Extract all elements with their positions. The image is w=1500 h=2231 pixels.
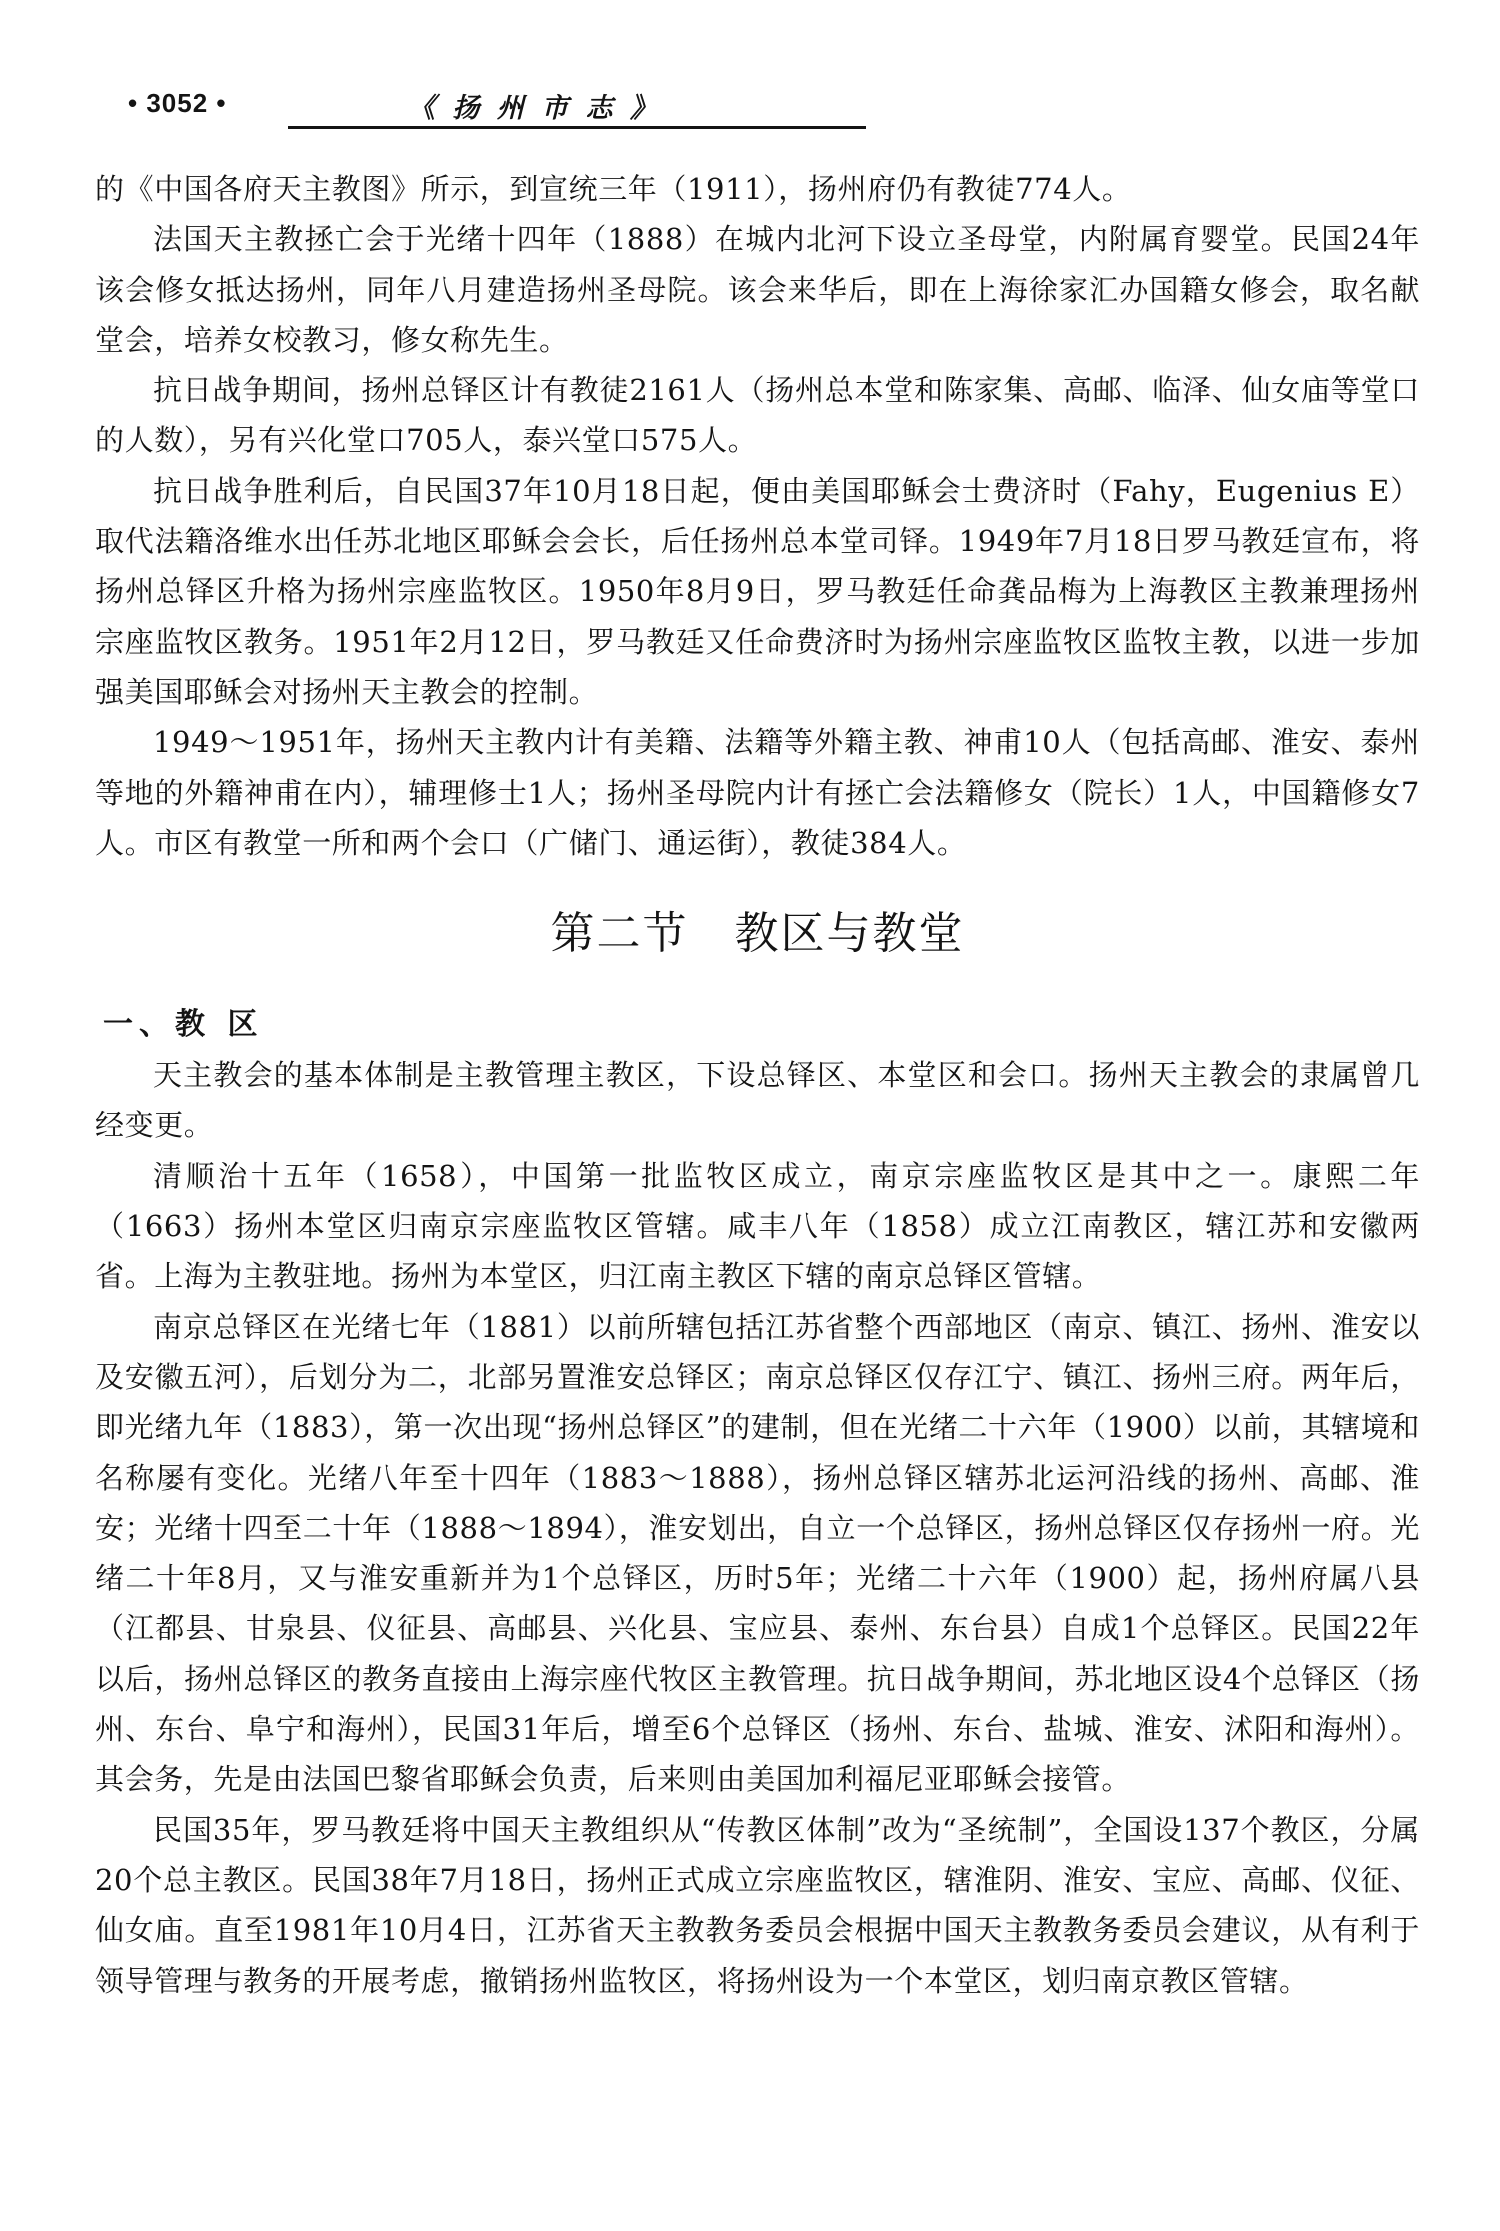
book-title: 《 扬 州 市 志 》: [408, 93, 661, 124]
section-title: 第二节 教区与教堂: [550, 908, 965, 960]
paragraph: 民国35年，罗马教廷将中国天主教组织从“传教区体制”改为“圣统制”，全国设137个教区，分属20个总主教区。民国38年7月18日，扬州正式成立宗座监牧区，辖淮阴、淮安、宝应、高邮、仪征、仙女庙。直至1981年10月4日，江苏省天主教教务委员会根据中国天主教教务委员会建议，从有利于领导管理与教务的开展考虑，撤销扬州监牧区，将扬州设为一个本堂区，划归南京教区管辖。: [95, 1812, 1420, 1998]
running-header: [128, 88, 738, 134]
paragraph: 法国天主教拯亡会于光绪十四年（1888）在城内北河下设立圣母堂，内附属育婴堂。民国24年该会修女抵达扬州，同年八月建造扬州圣母院。该会来华后，即在上海徐家汇办国籍女修会，取名献堂会，培养女校教习，修女称先生。: [95, 222, 1420, 357]
page-number: • 3052 •: [128, 88, 227, 118]
paragraph: 清顺治十五年（1658），中国第一批监牧区成立，南京宗座监牧区是其中之一。康熙二年（1663）扬州本堂区归南京宗座监牧区管辖。咸丰八年（1858）成立江南教区，辖江苏和安徽两省。上海为主教驻地。扬州为本堂区，归江南主教区下辖的南京总铎区管辖。: [95, 1158, 1420, 1294]
paragraph: 1949～1951年，扬州天主教内计有美籍、法籍等外籍主教、神甫10人（包括高邮、淮安、泰州等地的外籍神甫在内），辅理修士1人；扬州圣母院内计有拯亡会法籍修女（院长）1人，中国籍修女7人。市区有教堂一所和两个会口（广储门、通运街），教徒384人。: [95, 725, 1420, 860]
paragraph: 抗日战争胜利后，自民国37年10月18日起，便由美国耶稣会士费济时（Fahy，Eugenius E）取代法籍洛维水出任苏北地区耶稣会会长，后任扬州总本堂司铎。1949年7月18日罗马教廷宣布，将扬州总铎区升格为扬州宗座监牧区。1950年8月9日，罗马教廷任命龚品梅为上海教区主教兼理扬州宗座监牧区教务。1951年2月12日，罗马教廷又任命费济时为扬州宗座监牧区监牧主教，以进一步加强美国耶稣会对扬州天主教会的控制。: [95, 473, 1420, 709]
paragraph: 天主教会的基本体制是主教管理主教区，下设总铎区、本堂区和会口。扬州天主教会的隶属曾几经变更。: [95, 1058, 1420, 1143]
paragraph: 南京总铎区在光绪七年（1881）以前所辖包括江苏省整个西部地区（南京、镇江、扬州、淮安以及安徽五河），后划分为二，北部另置淮安总铎区；南京总铎区仅存江宁、镇江、扬州三府。两年后，即光绪九年（1883），第一次出现“扬州总铎区”的建制，但在光绪二十六年（1900）以前，其辖境和名称屡有变化。光绪八年至十四年（1883～1888），扬州总铎区辖苏北运河沿线的扬州、高邮、淮安；光绪十四至二十年（1888～1894），淮安划出，自立一个总铎区，扬州总铎区仅存扬州一府。光绪二十年8月，又与淮安重新并为1个总铎区，历时5年；光绪二十六年（1900）起，扬州府属八县（江都县、甘泉县、仪征县、高邮县、兴化县、宝应县、泰州、东台县）自成1个总铎区。民国22年以后，扬州总铎区的教务直接由上海宗座代牧区主教管理。抗日战争期间，苏北地区设4个总铎区（扬州、东台、阜宁和海州），民国31年后，增至6个总铎区（扬州、东台、盐城、淮安、沭阳和海州）。其会务，先是由法国巴黎省耶稣会负责，后来则由美国加利福尼亚耶稣会接管。: [95, 1309, 1420, 1797]
paragraph: 抗日战争期间，扬州总铎区计有教徒2161人（扬州总本堂和陈家集、高邮、临泽、仙女庙等堂口的人数），另有兴化堂口705人，泰兴堂口575人。: [95, 373, 1420, 458]
paragraph: 的《中国各府天主教图》所示，到宣统三年（1911），扬州府仍有教徒774人。: [95, 172, 1132, 206]
document-body: [95, 164, 1420, 2006]
header-rule: [288, 126, 866, 129]
subsection-title: 一、教 区: [103, 1007, 264, 1043]
